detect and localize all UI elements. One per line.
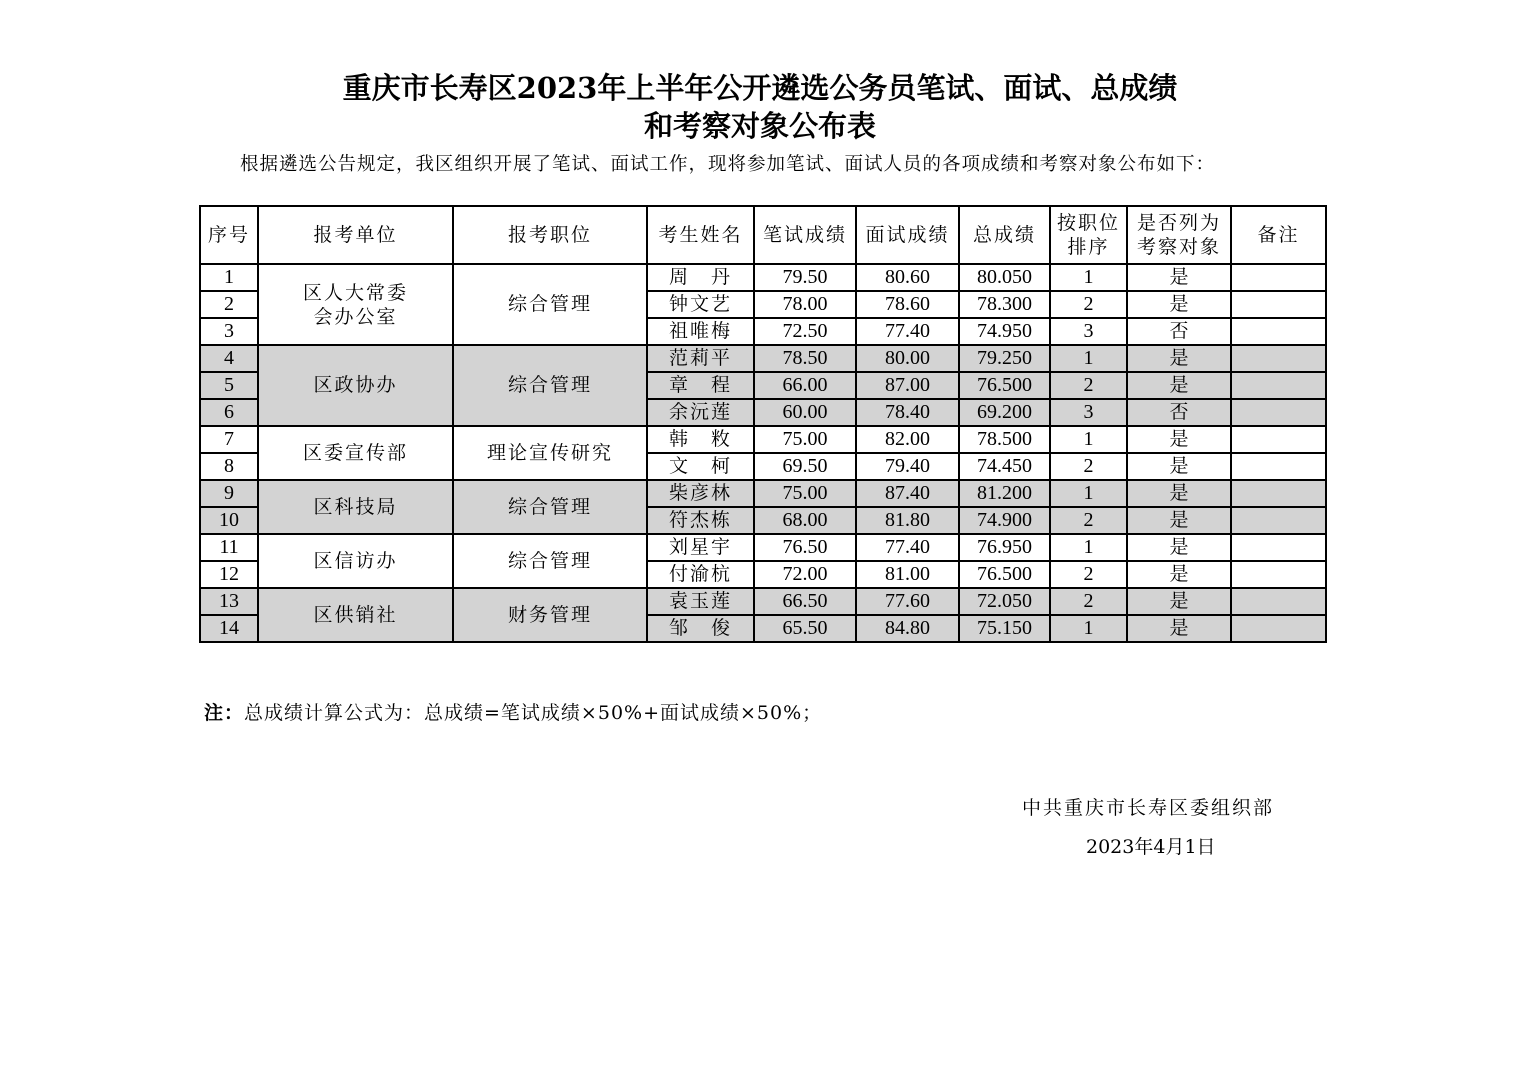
name-cell: 付渝杭 [647,561,754,588]
interview-cell: 80.60 [856,264,959,291]
name-cell: 文 柯 [647,453,754,480]
seq-cell: 8 [200,453,258,480]
inspect-cell: 是 [1127,534,1231,561]
seq-cell: 2 [200,291,258,318]
position-cell: 理论宣传研究 [453,426,647,480]
inspect-cell: 是 [1127,588,1231,615]
interview-cell: 80.00 [856,345,959,372]
total-cell: 76.500 [959,561,1050,588]
remark-cell [1231,345,1326,372]
rank-cell: 1 [1050,534,1127,561]
seq-cell: 6 [200,399,258,426]
unit-cell: 区政协办 [258,345,453,426]
note-label: 注： [204,702,245,724]
position-cell: 综合管理 [453,264,647,345]
seq-cell: 12 [200,561,258,588]
seq-cell: 13 [200,588,258,615]
document-title-line1: 重庆市长寿区2023年上半年公开遴选公务员笔试、面试、总成绩 [342,71,1178,105]
rank-cell: 1 [1050,615,1127,642]
total-cell: 69.200 [959,399,1050,426]
table-row [200,264,1326,291]
inspect-cell: 否 [1127,399,1231,426]
header-seq: 序号 [200,206,258,264]
total-cell: 80.050 [959,264,1050,291]
interview-cell: 81.80 [856,507,959,534]
written-cell: 60.00 [754,399,856,426]
header-written: 笔试成绩 [754,206,856,264]
total-cell: 74.900 [959,507,1050,534]
table-row [200,534,1326,561]
total-cell: 76.950 [959,534,1050,561]
seq-cell: 4 [200,345,258,372]
remark-cell [1231,291,1326,318]
rank-cell: 3 [1050,399,1127,426]
name-cell: 范莉平 [647,345,754,372]
remark-cell [1231,507,1326,534]
written-cell: 76.50 [754,534,856,561]
written-cell: 75.00 [754,426,856,453]
name-cell: 邹 俊 [647,615,754,642]
written-cell: 72.50 [754,318,856,345]
table-header-row [200,206,1326,264]
rank-cell: 3 [1050,318,1127,345]
name-cell: 祖唯梅 [647,318,754,345]
table-row [200,426,1326,453]
unit-cell: 区人大常委会办公室 [258,264,453,345]
inspect-cell: 是 [1127,507,1231,534]
seq-cell: 10 [200,507,258,534]
written-cell: 66.50 [754,588,856,615]
written-cell: 75.00 [754,480,856,507]
total-cell: 75.150 [959,615,1050,642]
inspect-cell: 是 [1127,264,1231,291]
note-text: 总成绩计算公式为：总成绩=笔试成绩×50%+面试成绩×50%； [244,702,823,724]
interview-cell: 81.00 [856,561,959,588]
seq-cell: 9 [200,480,258,507]
remark-cell [1231,588,1326,615]
name-cell: 章 程 [647,372,754,399]
document-title-line2: 和考察对象公布表 [643,109,876,143]
rank-cell: 1 [1050,480,1127,507]
inspect-cell: 是 [1127,345,1231,372]
rank-cell: 2 [1050,291,1127,318]
name-cell: 袁玉莲 [647,588,754,615]
position-cell: 综合管理 [453,480,647,534]
name-cell: 刘星宇 [647,534,754,561]
seq-cell: 11 [200,534,258,561]
interview-cell: 79.40 [856,453,959,480]
interview-cell: 82.00 [856,426,959,453]
position-cell: 综合管理 [453,345,647,426]
remark-cell [1231,426,1326,453]
formula-note [204,698,822,725]
total-cell: 72.050 [959,588,1050,615]
intro-paragraph: 根据遴选公告规定，我区组织开展了笔试、面试工作，现将参加笔试、面试人员的各项成绩和考察对象公布如下： [240,154,1216,175]
unit-cell: 区委宣传部 [258,426,453,480]
remark-cell [1231,480,1326,507]
position-cell: 财务管理 [453,588,647,642]
inspect-cell: 是 [1127,615,1231,642]
written-cell: 78.50 [754,345,856,372]
inspect-cell: 是 [1127,372,1231,399]
seq-cell: 5 [200,372,258,399]
remark-cell [1231,561,1326,588]
header-position: 报考职位 [453,206,647,264]
rank-cell: 2 [1050,453,1127,480]
total-cell: 74.950 [959,318,1050,345]
written-cell: 78.00 [754,291,856,318]
table-row [200,345,1326,372]
seq-cell: 14 [200,615,258,642]
rank-cell: 1 [1050,426,1127,453]
rank-cell: 1 [1050,345,1127,372]
rank-cell: 2 [1050,588,1127,615]
inspect-cell: 是 [1127,453,1231,480]
seq-cell: 3 [200,318,258,345]
name-cell: 余沅莲 [647,399,754,426]
written-cell: 72.00 [754,561,856,588]
total-cell: 78.500 [959,426,1050,453]
inspect-cell: 是 [1127,561,1231,588]
issuer-name: 中共重庆市长寿区委组织部 [1022,797,1275,819]
interview-cell: 77.40 [856,318,959,345]
total-cell: 76.500 [959,372,1050,399]
header-unit: 报考单位 [258,206,453,264]
written-cell: 79.50 [754,264,856,291]
total-cell: 81.200 [959,480,1050,507]
header-name: 考生姓名 [647,206,754,264]
interview-cell: 87.40 [856,480,959,507]
header-inspect: 是否列为考察对象 [1127,206,1231,264]
position-cell: 综合管理 [453,534,647,588]
written-cell: 65.50 [754,615,856,642]
interview-cell: 84.80 [856,615,959,642]
rank-cell: 2 [1050,372,1127,399]
remark-cell [1231,264,1326,291]
rank-cell: 2 [1050,561,1127,588]
remark-cell [1231,318,1326,345]
written-cell: 66.00 [754,372,856,399]
unit-cell: 区科技局 [258,480,453,534]
name-cell: 周 丹 [647,264,754,291]
seq-cell: 1 [200,264,258,291]
remark-cell [1231,615,1326,642]
inspect-cell: 是 [1127,480,1231,507]
rank-cell: 1 [1050,264,1127,291]
remark-cell [1231,399,1326,426]
name-cell: 钟文艺 [647,291,754,318]
name-cell: 柴彦林 [647,480,754,507]
total-cell: 79.250 [959,345,1050,372]
header-total: 总成绩 [959,206,1050,264]
unit-cell: 区信访办 [258,534,453,588]
interview-cell: 78.60 [856,291,959,318]
total-cell: 78.300 [959,291,1050,318]
name-cell: 韩 敉 [647,426,754,453]
interview-cell: 78.40 [856,399,959,426]
inspect-cell: 是 [1127,426,1231,453]
inspect-cell: 是 [1127,291,1231,318]
issue-date: 2023年4月1日 [1086,836,1216,858]
name-cell: 符杰栋 [647,507,754,534]
header-rank: 按职位排序 [1050,206,1127,264]
interview-cell: 87.00 [856,372,959,399]
table-row [200,480,1326,507]
results-table [199,205,1327,643]
header-remark: 备注 [1231,206,1326,264]
seq-cell: 7 [200,426,258,453]
inspect-cell: 否 [1127,318,1231,345]
total-cell: 74.450 [959,453,1050,480]
interview-cell: 77.60 [856,588,959,615]
unit-cell: 区供销社 [258,588,453,642]
rank-cell: 2 [1050,507,1127,534]
remark-cell [1231,534,1326,561]
remark-cell [1231,453,1326,480]
remark-cell [1231,372,1326,399]
header-interview: 面试成绩 [856,206,959,264]
written-cell: 69.50 [754,453,856,480]
interview-cell: 77.40 [856,534,959,561]
written-cell: 68.00 [754,507,856,534]
table-row [200,588,1326,615]
